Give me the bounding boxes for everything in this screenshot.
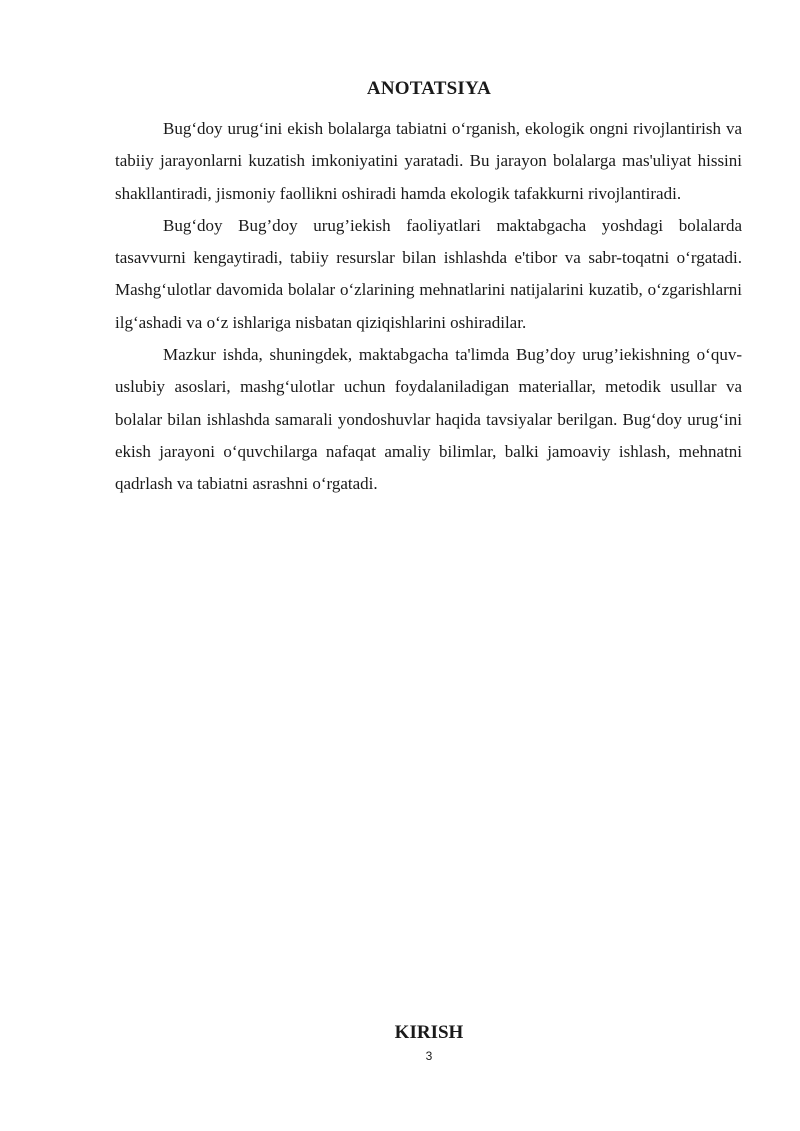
section-heading-kirish: KIRISH bbox=[394, 1022, 464, 1043]
page-title: ANOTATSIYA bbox=[366, 78, 492, 99]
paragraph-2: Bug‘doy Bug’doy urug’iekish faoliyatlari maktabgacha yoshdagi bolalarda tasavvurni kengaytiradi, tabiiy resurslar bilan ishlashda e'tibor va sabr-toqatni o‘rgatadi. Mashg‘ulotlar davomida bolalar o‘zlarining mehnatlarini natijalarini kuzatib, o‘zgarishlarni ilg‘ashadi va o‘z ishlariga nisbatan qiziqishlarini oshiradilar. bbox=[115, 215, 742, 332]
annotation-body bbox=[115, 113, 742, 501]
paragraph-3: Mazkur ishda, shuningdek, maktabgacha ta'limda Bug’doy urug’iekishning o‘quv-uslubiy asoslari, mashg‘ulotlar uchun foydalaniladigan materiallar, metodik usullar va bolalar bilan ishlashda samarali yondoshuvlar haqida tavsiyalar berilgan. Bug‘doy urug‘ini ekish jarayoni o‘quvchilarga nafaqat amaliy bilimlar, balki jamoaviy ishlash, mehnatni qadrlash va tabiatni asrashni o‘rgatadi. bbox=[115, 345, 742, 494]
page-number: 3 bbox=[425, 1049, 433, 1063]
paragraph-1: Bug‘doy urug‘ini ekish bolalarga tabiatni o‘rganish, ekologik ongni rivojlantirish va tabiiy jarayonlarni kuzatish imkoniyatini yaratadi. Bu jarayon bolalarga mas'uliyat hissini shakllantiradi, jismoniy faollikni oshiradi hamda ekologik tafakkurni rivojlantiradi. bbox=[115, 119, 742, 203]
